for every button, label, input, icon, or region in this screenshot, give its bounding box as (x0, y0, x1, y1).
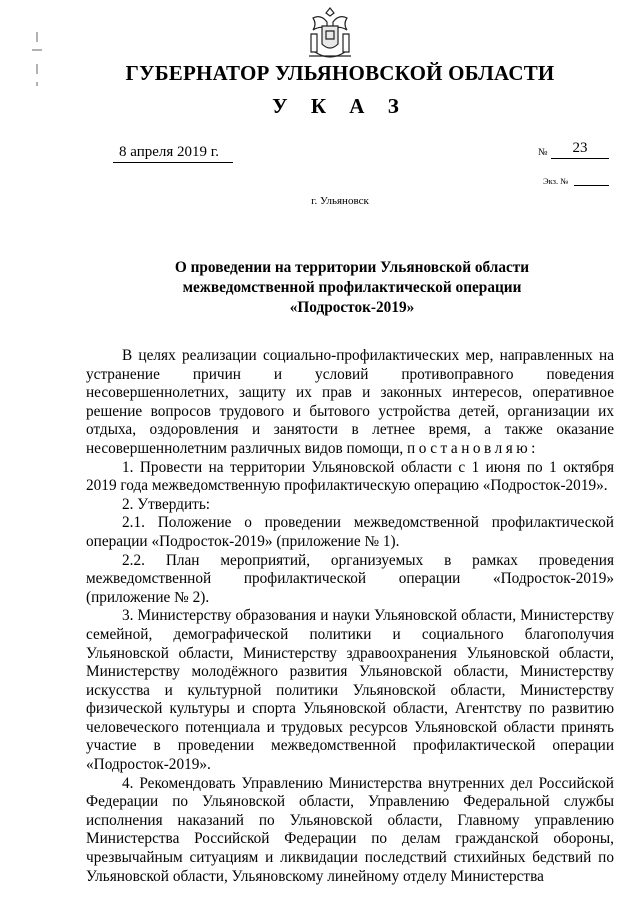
clause-2: 2. Утвердить: (122, 495, 211, 513)
coat-of-arms-emblem (303, 4, 357, 62)
document-type: У К А З (272, 94, 408, 118)
clause-2-2: 2.2. План мероприятий, организуемых в рамках проведения межведомственной профилактической операции «Подросток-2019» (приложение № 2). (86, 551, 614, 606)
intro-paragraph (86, 347, 614, 459)
clause-1: 1. Провести на территории Ульяновской области с 1 июня по 1 октября 2019 года межведомственную профилактическую операцию «Подросток-2019». (86, 458, 614, 495)
document-date: 8 апреля 2019 г. (113, 143, 233, 163)
title-line-1: О проведении на территории Ульяновской области (174, 259, 530, 276)
title-line-2: межведомственной профилактической операции (182, 279, 522, 296)
authority-title: ГУБЕРНАТОР УЛЬЯНОВСКОЙ ОБЛАСТИ (125, 61, 555, 85)
clause-4: 4. Рекомендовать Управлению Министерства внутренних дел Российской Федерации по Ульяновской области, Управлению Федеральной службы исполнения наказаний по Ульяновской области, Главному управлению Министерства Российской Федерации по делам гражданской обороны, чрезвычайным ситуациям и ликвидации последствий стихийных бедствий по Ульяновской области, Ульяновскому линейному отделу Министерства (86, 774, 614, 885)
decree-word: постановляю: (407, 439, 539, 457)
copy-number-line (574, 185, 609, 186)
city: г. Ульяновск (311, 195, 369, 207)
number-label: № (538, 147, 548, 158)
clause-2-1: 2.1. Положение о проведении межведомственной профилактической операции «Подросток-2019» (приложение № 1). (86, 514, 614, 550)
clause-3: 3. Министерству образования и науки Ульяновской области, Министерству семейной, демографической политики и социального благополучия Ульяновской области, Министерству здравоохранения Ульяновской области, Министерству молодёжного развития Ульяновской области, Министерству искусства и культурной политики Ульяновской области, Министерству физической культуры и спорта Ульяновской области, Агентству по развитию человеческого потенциала и трудовых ресурсов Ульяновской области принять участие в проведении межведомственной профилактической операции «Подросток-2019». (86, 607, 614, 774)
title-line-3: «Подросток-2019» (289, 299, 415, 316)
intro-text: В целях реализации социально-профилактических мер, направленных на устранение причин и условий противоправного поведения несовершеннолетних, защиту их прав и законных интересов, оперативное решение вопросов трудового и бытового устройства детей, организации их отдыха, оздоровления и занятости в летнее время, а также оказание несовершеннолетним различных видов помощи, (86, 347, 614, 457)
copy-number-label: Экз. № (543, 176, 569, 186)
document-body (86, 347, 614, 886)
document-title (130, 258, 574, 318)
document-number: 23 (551, 138, 609, 159)
